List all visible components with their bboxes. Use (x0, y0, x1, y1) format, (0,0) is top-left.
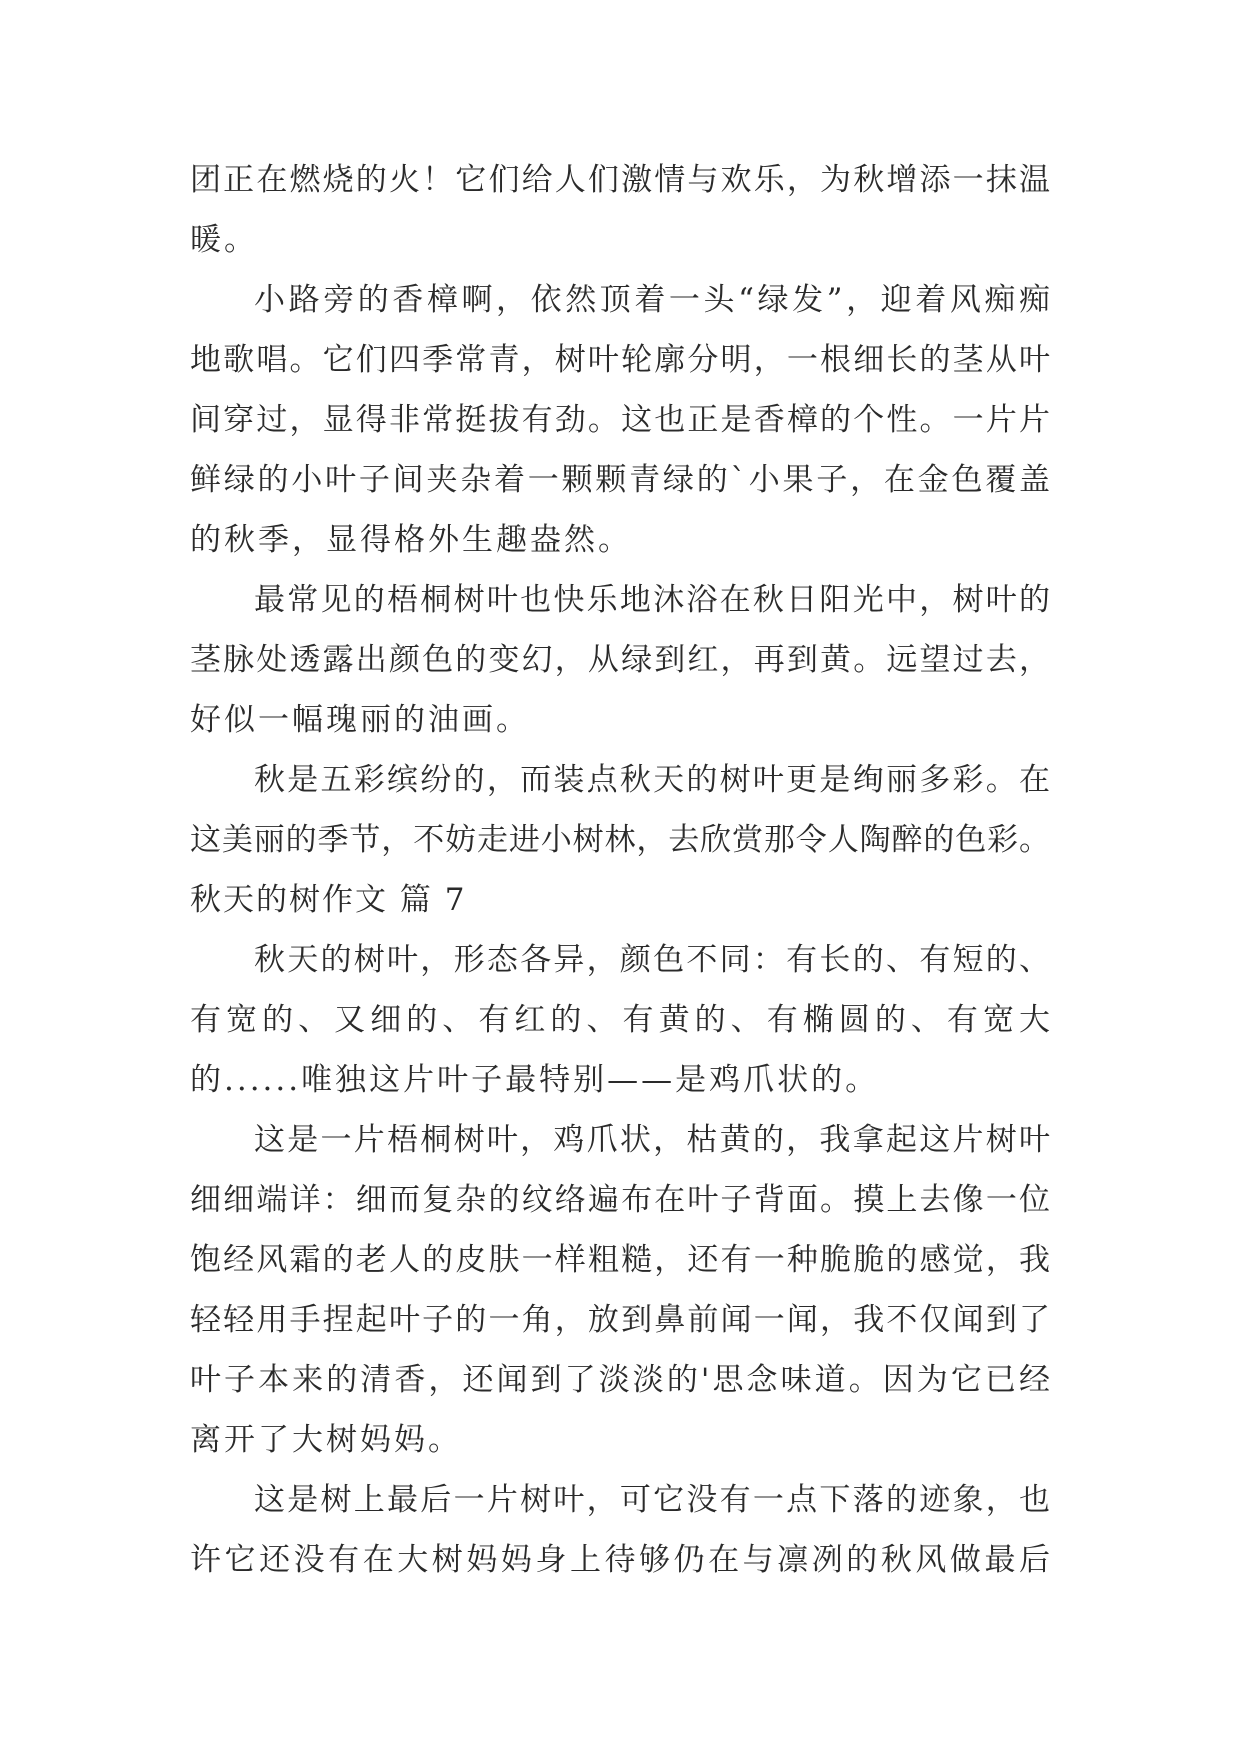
text-line: 地歌唱。它们四季常青，树叶轮廓分明，一根细长的茎从叶 (190, 342, 1050, 378)
text-line: 团正在燃烧的火！它们给人们激情与欢乐，为秋增添一抹温 (190, 162, 1050, 198)
text-line: 有宽的、又细的、有红的、有黄的、有椭圆的、有宽大 (190, 1002, 1050, 1038)
paragraph-first-line: 秋是五彩缤纷的，而装点秋天的树叶更是绚丽多彩。在 (254, 762, 1050, 798)
text-line: 的秋季，显得格外生趣盎然。 (190, 522, 632, 558)
text-line: 细细端详：细而复杂的纹络遍布在叶子背面。摸上去像一位 (190, 1182, 1050, 1218)
text-line: 饱经风霜的老人的皮肤一样粗糙，还有一种脆脆的感觉，我 (190, 1242, 1050, 1278)
text-line: 叶子本来的清香，还闻到了淡淡的'思念味道。因为它已经 (190, 1362, 1050, 1398)
essay-body (190, 150, 1050, 1590)
text-line: 这美丽的季节，不妨走进小树林，去欣赏那令人陶醉的色彩。 (190, 822, 1050, 858)
text-line: 轻轻用手捏起叶子的一角，放到鼻前闻一闻，我不仅闻到了 (190, 1302, 1050, 1338)
text-line: 的......唯独这片叶子最特别——是鸡爪状的。 (190, 1062, 880, 1098)
text-line: 茎脉处透露出颜色的变幻，从绿到红，再到黄。远望过去， (190, 642, 1050, 678)
text-line: 鲜绿的小叶子间夹杂着一颗颗青绿的`小果子，在金色覆盖 (190, 462, 1050, 498)
text-line: 好似一幅瑰丽的油画。 (190, 702, 530, 738)
text-line: 许它还没有在大树妈妈身上待够仍在与凛冽的秋风做最后 (190, 1542, 1050, 1578)
paragraph-first-line: 这是一片梧桐树叶，鸡爪状，枯黄的，我拿起这片树叶 (254, 1122, 1050, 1158)
text-line: 离开了大树妈妈。 (190, 1422, 462, 1458)
paragraph-first-line: 小路旁的香樟啊，依然顶着一头“绿发”，迎着风痴痴 (254, 282, 1050, 318)
text-line: 间穿过，显得非常挺拔有劲。这也正是香樟的个性。一片片 (190, 402, 1050, 438)
paragraph-first-line: 最常见的梧桐树叶也快乐地沐浴在秋日阳光中，树叶的 (254, 582, 1050, 618)
section-heading: 秋天的树作文 篇 7 (190, 882, 467, 918)
paragraph-first-line: 秋天的树叶，形态各异，颜色不同：有长的、有短的、 (254, 942, 1050, 978)
text-line: 暖。 (190, 222, 258, 258)
paragraph-first-line: 这是树上最后一片树叶，可它没有一点下落的迹象，也 (254, 1482, 1050, 1518)
